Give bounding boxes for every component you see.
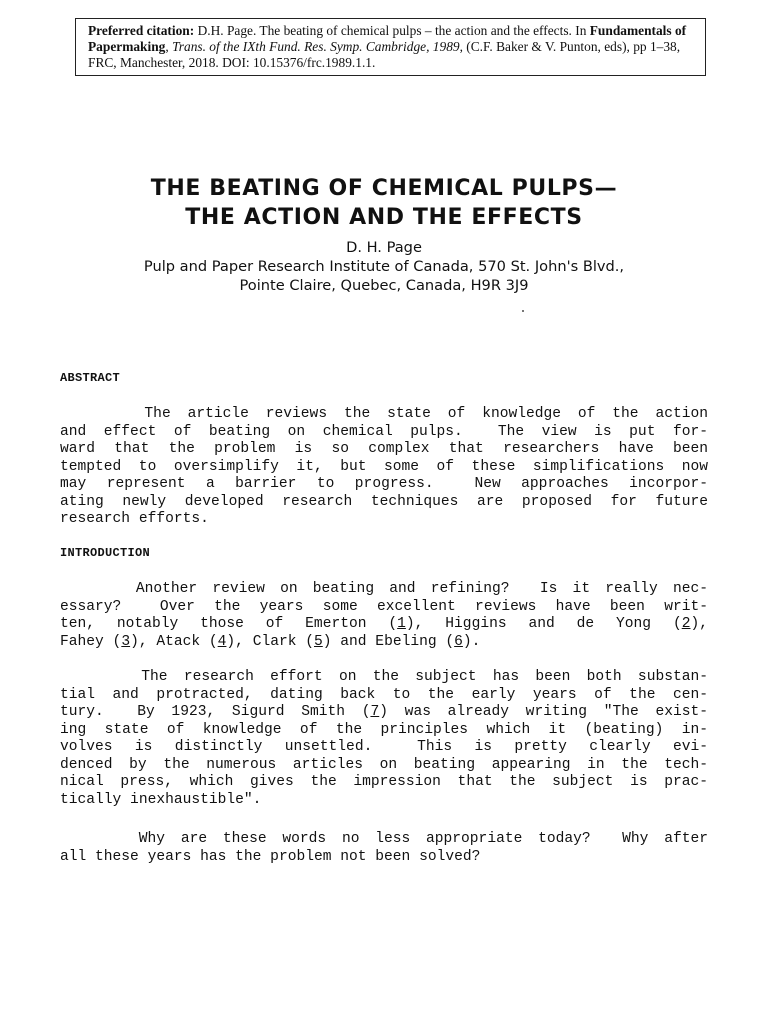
introduction-heading: INTRODUCTION — [60, 546, 151, 560]
abstract-line: and effect of beating on chemical pulps. The view is put for- — [60, 423, 708, 440]
author-block — [0, 238, 768, 295]
citation-book-title: Fundamentals of Papermaking — [88, 23, 687, 54]
citation-series: Trans. of the IXth Fund. Res. Symp. Cambridge, 1989 — [172, 39, 460, 54]
abstract-line: may represent a barrier to progress. New approaches incorpor- — [60, 476, 708, 492]
citation-text: D.H. Page. The beating of chemical pulps – the action and the effects. In — [194, 23, 590, 38]
author-name: D. H. Page — [346, 239, 422, 256]
reference-4[interactable]: 4 — [217, 633, 227, 650]
text-line: tically inexhaustible". — [60, 791, 262, 808]
text-line — [60, 616, 708, 634]
text-segment: ) and Ebeling ( — [322, 633, 455, 650]
reference-6[interactable]: 6 — [454, 633, 463, 650]
title-line-1: THE BEATING OF CHEMICAL PULPS— — [150, 176, 618, 201]
abstract-line: ating newly developed research techniques are proposed for future — [60, 493, 708, 510]
text-segment: ), Atack ( — [130, 633, 218, 650]
text-line: denced by the numerous articles on beating appearing in the tech- — [60, 756, 708, 773]
text-segment: ), Clark ( — [226, 633, 314, 650]
abstract-heading: ABSTRACT — [60, 371, 121, 385]
text-line: Another review on beating and refining? Is it really nec- — [60, 581, 708, 597]
citation-box — [75, 18, 706, 76]
intro-paragraph-2 — [60, 669, 708, 809]
author-affiliation-1: Pulp and Paper Research Institute of Canada, 570 St. John's Blvd., — [143, 258, 625, 275]
reference-7[interactable]: 7 — [370, 704, 380, 720]
text-segment: tury. By 1923, Sigurd Smith ( — [60, 704, 371, 720]
text-line: tial and protracted, dating back to the early years of the cen- — [60, 686, 708, 703]
title-line-2: THE ACTION AND THE EFFECTS — [185, 205, 583, 230]
abstract-line: research efforts. — [60, 511, 209, 527]
text-line: nical press, which gives the impression that the subject is prac- — [60, 774, 708, 790]
text-segment: ). — [462, 633, 481, 650]
intro-paragraph-3 — [60, 831, 708, 866]
citation-separator: , — [165, 39, 173, 54]
abstract-paragraph — [60, 406, 708, 529]
text-segment: ten, notably those of Emerton ( — [60, 616, 398, 632]
text-line: Why are these words no less appropriate today? Why after — [60, 831, 708, 847]
reference-3[interactable]: 3 — [121, 633, 131, 650]
text-line: ing state of knowledge of the principles which it (beating) in- — [60, 721, 708, 738]
text-segment: Fahey ( — [60, 633, 122, 650]
scan-speck — [522, 310, 524, 312]
text-line: essary? Over the years some excellent reviews have been writ- — [60, 598, 708, 615]
reference-1[interactable]: 1 — [397, 616, 406, 632]
citation-details: , (C.F. Baker & V. Punton, eds), pp 1–38, FRC, Manchester, 2018. DOI: 10.15376/frc.1989.1.1. — [88, 39, 681, 70]
text-segment: ) was already writing "The exist- — [379, 704, 708, 720]
text-line — [60, 704, 708, 722]
intro-paragraph-1 — [60, 581, 708, 651]
text-line: volves is distinctly unsettled. This is pretty clearly evi- — [60, 739, 708, 755]
abstract-line: The article reviews the state of knowledge of the action — [60, 406, 708, 422]
text-line: The research effort on the subject has been both substan- — [60, 669, 708, 685]
paper-title — [0, 174, 768, 232]
reference-5[interactable]: 5 — [314, 633, 323, 650]
citation-label: Preferred citation: — [88, 23, 195, 38]
text-line — [60, 634, 708, 652]
abstract-line: ward that the problem is so complex that researchers have been — [60, 441, 708, 457]
text-segment: ), — [690, 616, 708, 632]
author-affiliation-2: Pointe Claire, Quebec, Canada, H9R 3J9 — [239, 277, 529, 294]
text-segment: ), Higgins and de Yong ( — [405, 616, 682, 632]
text-line: all these years has the problem not been solved? — [60, 848, 481, 865]
reference-2[interactable]: 2 — [681, 616, 691, 632]
abstract-line: tempted to oversimplify it, but some of these simplifications now — [60, 458, 708, 475]
